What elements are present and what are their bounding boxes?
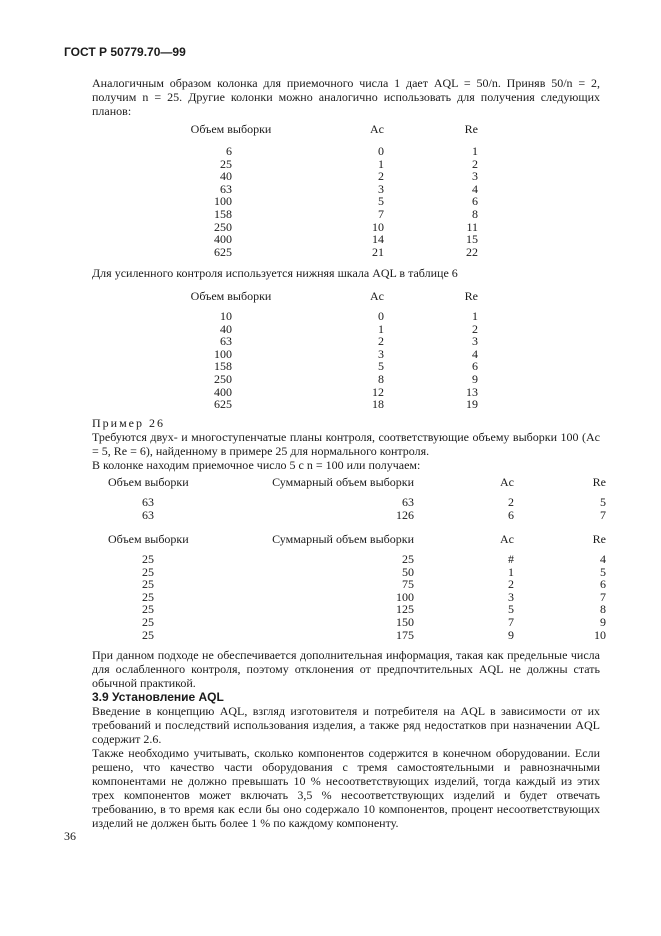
table-cell: 4 — [472, 346, 478, 361]
table-cell: 6 — [508, 507, 514, 522]
table-cell: 0 — [378, 309, 384, 323]
col-header-re: Re — [464, 122, 478, 136]
intro-paragraph — [92, 76, 600, 118]
table-cell: 100 — [214, 194, 232, 209]
table-cell: 14 — [372, 232, 384, 247]
table-row — [190, 145, 478, 158]
table-row — [190, 386, 478, 399]
table-cell: 3 — [378, 181, 384, 196]
table-row — [190, 335, 478, 348]
table-cell: 63 — [220, 334, 232, 349]
tightened-paragraph — [92, 266, 600, 280]
table-cell: 400 — [214, 384, 232, 399]
table-cell: 25 — [142, 627, 154, 642]
table-cell: 7 — [600, 589, 606, 604]
plans-table-normal — [190, 123, 478, 258]
intro-text: Аналогичным образом колонка для приемочного числа 1 дает AQL = 50/n. Приняв 50/n = 2, получим n = 25. Другие колонки можно аналогично использовать для получения следующих планов: — [92, 76, 600, 118]
col-header-cumulative: Суммарный объем выборки — [272, 475, 414, 489]
table-cell: 40 — [220, 321, 232, 336]
table-cell: 2 — [472, 156, 478, 171]
col-header-ac: Ac — [370, 289, 384, 303]
table-cell: 2 — [378, 169, 384, 184]
table-cell: 2 — [508, 495, 514, 509]
table-cell: 3 — [378, 346, 384, 361]
table-cell: 63 — [142, 495, 154, 509]
table-cell: 2 — [378, 334, 384, 349]
col-header-sample-size: Объем выборки — [108, 475, 189, 489]
table-cell: # — [508, 552, 514, 566]
table-row — [108, 578, 606, 591]
table-row — [190, 373, 478, 386]
example-label: Пример 26 — [92, 416, 166, 430]
table-cell: 25 — [142, 614, 154, 629]
plans-table-tightened — [190, 290, 478, 411]
table-cell: 3 — [472, 169, 478, 184]
table-cell: 5 — [378, 359, 384, 374]
table-cell: 63 — [142, 507, 154, 522]
table-cell: 25 — [142, 589, 154, 604]
table-row — [190, 158, 478, 171]
table-cell: 10 — [594, 627, 606, 642]
table-row — [108, 616, 606, 629]
table-row — [190, 348, 478, 361]
table-row — [108, 629, 606, 642]
table-cell: 18 — [372, 397, 384, 412]
table-cell: 25 — [402, 552, 414, 566]
table-row — [190, 170, 478, 183]
table-row — [190, 310, 478, 323]
table-cell: 6 — [472, 359, 478, 374]
table-row — [108, 509, 606, 522]
table-cell: 100 — [214, 346, 232, 361]
section-paragraph-2: Также необходимо учитывать, сколько компонентов содержится в конечном оборудовании. Если решено, что качество части оборудования с тремя самостоятельными и равнозначными компонентами не должно превышать 10 % несоответствующих изделий, тогда каждый из этих трех компонентов может включать 3,5 % несоответствующих изделий и будет отвечать требованию, в то время как если бы оно содержало 10 компонентов, процент несоответствующих изделий не должен быть более 1 % по каждому компоненту. — [92, 746, 600, 830]
table-row — [108, 496, 606, 509]
table-cell: 15 — [466, 232, 478, 247]
table-cell: 158 — [214, 206, 232, 221]
table-cell: 100 — [396, 589, 414, 604]
table-row — [190, 233, 478, 246]
table-cell: 625 — [214, 397, 232, 412]
table-row — [108, 591, 606, 604]
table-cell: 1 — [472, 144, 478, 158]
example-block — [92, 416, 600, 472]
table-row — [190, 323, 478, 336]
table-cell: 12 — [372, 384, 384, 399]
table-row — [108, 566, 606, 579]
table-cell: 25 — [220, 156, 232, 171]
table-cell: 40 — [220, 169, 232, 184]
table-cell: 10 — [220, 309, 232, 323]
table-cell: 9 — [508, 627, 514, 642]
table-row — [108, 603, 606, 616]
table-cell: 3 — [508, 589, 514, 604]
col-header-re: Re — [592, 532, 606, 546]
table-cell: 9 — [600, 614, 606, 629]
table-cell: 125 — [396, 602, 414, 617]
table-cell: 21 — [372, 244, 384, 259]
table-cell: 0 — [378, 144, 384, 158]
col-header-ac: Ac — [370, 122, 384, 136]
multiple-sampling-table — [108, 533, 606, 641]
document-header: ГОСТ Р 50779.70—99 — [64, 45, 186, 59]
col-header-re: Re — [592, 475, 606, 489]
table-cell: 1 — [378, 321, 384, 336]
table-cell: 400 — [214, 232, 232, 247]
table-cell: 7 — [600, 507, 606, 522]
table-cell: 5 — [378, 194, 384, 209]
table-cell: 25 — [142, 564, 154, 579]
table-cell: 8 — [378, 371, 384, 386]
table-cell: 2 — [508, 577, 514, 592]
table-cell: 5 — [600, 564, 606, 579]
table-cell: 25 — [142, 602, 154, 617]
table-cell: 75 — [402, 577, 414, 592]
table-row — [190, 195, 478, 208]
table-row — [190, 221, 478, 234]
note-text: При данном подходе не обеспечивается дополнительная информация, такая как предельные числа для ослабленного контроля, поэтому отклонения от предпочтительных AQL не должны стать обычной практикой. — [92, 648, 600, 690]
tightened-text: Для усиленного контроля используется нижняя шкала AQL в таблице 6 — [92, 266, 458, 280]
table-cell: 10 — [372, 219, 384, 234]
table-cell: 6 — [472, 194, 478, 209]
table-cell: 19 — [466, 397, 478, 412]
table-cell: 25 — [142, 552, 154, 566]
column-text: В колонке находим приемочное число 5 с n = 100 или получаем: — [92, 458, 421, 472]
col-header-sample-size: Объем выборки — [108, 532, 189, 546]
table-cell: 7 — [508, 614, 514, 629]
note-and-section — [92, 648, 600, 830]
page-number: 36 — [64, 829, 76, 843]
table-row — [108, 553, 606, 566]
section-heading: 3.9 Установление AQL — [92, 690, 224, 704]
table-cell: 5 — [600, 495, 606, 509]
table-cell: 8 — [472, 206, 478, 221]
table-cell: 250 — [214, 371, 232, 386]
table-cell: 175 — [396, 627, 414, 642]
col-header-ac: Ac — [500, 532, 514, 546]
table-cell: 13 — [466, 384, 478, 399]
table-cell: 8 — [600, 602, 606, 617]
table-cell: 126 — [396, 507, 414, 522]
table-cell: 11 — [466, 219, 478, 234]
table-cell: 2 — [472, 321, 478, 336]
table-cell: 7 — [378, 206, 384, 221]
col-header-sample-size: Объем выборки — [190, 122, 272, 136]
col-header-re: Re — [464, 289, 478, 303]
table-cell: 6 — [600, 577, 606, 592]
table-cell: 5 — [508, 602, 514, 617]
table-cell: 1 — [378, 156, 384, 171]
table-cell: 4 — [472, 181, 478, 196]
table-cell: 22 — [466, 244, 478, 259]
table-cell: 1 — [472, 309, 478, 323]
table-cell: 150 — [396, 614, 414, 629]
table-cell: 25 — [142, 577, 154, 592]
table-cell: 50 — [402, 564, 414, 579]
table-cell: 6 — [226, 144, 232, 158]
table-row — [190, 360, 478, 373]
table-cell: 625 — [214, 244, 232, 259]
table-cell: 3 — [472, 334, 478, 349]
table-cell: 158 — [214, 359, 232, 374]
table-row — [190, 183, 478, 196]
table-row — [190, 246, 478, 259]
double-sampling-table — [108, 476, 606, 521]
section-paragraph-1: Введение в концепцию AQL, взгляд изготовителя и потребителя на AQL в зависимости от их требований и последствий использования изделия, а также ряд недостатков при назначении AQL содержит 2.6. — [92, 704, 600, 746]
table-cell: 1 — [508, 564, 514, 579]
col-header-cumulative: Суммарный объем выборки — [272, 532, 414, 546]
table-cell: 9 — [472, 371, 478, 386]
table-cell: 4 — [600, 552, 606, 566]
table-cell: 63 — [402, 495, 414, 509]
col-header-ac: Ac — [500, 475, 514, 489]
table-cell: 250 — [214, 219, 232, 234]
col-header-sample-size: Объем выборки — [190, 289, 272, 303]
table-row — [190, 208, 478, 221]
table-cell: 63 — [220, 181, 232, 196]
table-row — [190, 398, 478, 411]
example-text: Требуются двух- и многоступенчатые планы контроля, соответствующие объему выборки 100 (Ac = 5, Re = 6), найденному в примере 25 для нормального контроля. — [92, 430, 600, 458]
